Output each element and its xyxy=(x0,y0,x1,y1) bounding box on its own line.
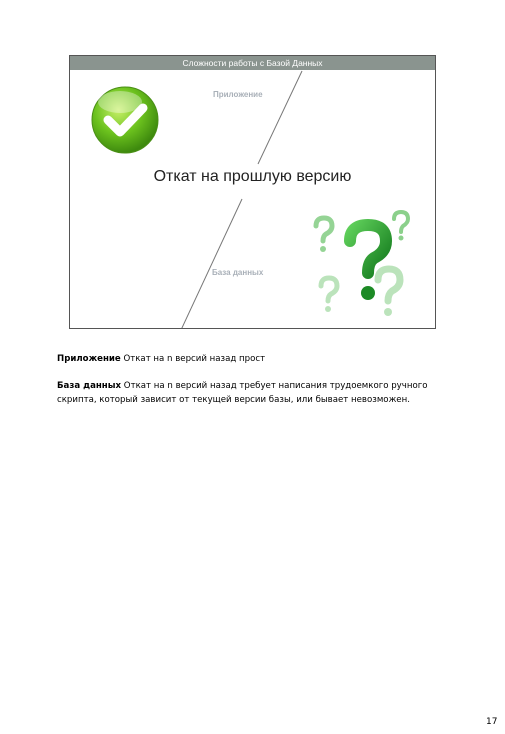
note-application xyxy=(57,352,457,366)
note-database-text: Откат на n версий назад требует написания трудоемкого ручного скрипта, который зависит от текущей версии базы, или бывает невозможен. xyxy=(57,381,428,405)
label-application: Приложение xyxy=(213,90,263,99)
note-database-heading: База данных xyxy=(57,381,122,391)
checkmark-icon xyxy=(92,87,158,153)
slide-header: Сложности работы с Базой Данных xyxy=(70,56,435,70)
question-marks-icon xyxy=(316,212,408,316)
note-database xyxy=(57,379,457,407)
note-application-heading: Приложение xyxy=(57,354,121,364)
page-number: 17 xyxy=(486,717,498,727)
slide xyxy=(69,55,436,329)
note-application-text: Откат на n версий назад прост xyxy=(120,354,266,364)
label-database: База данных xyxy=(212,268,264,277)
slide-title: Откат на прошлую версию xyxy=(153,168,352,185)
divider-line-top xyxy=(258,71,302,164)
divider-line-bottom xyxy=(181,199,242,329)
notes xyxy=(57,352,457,420)
